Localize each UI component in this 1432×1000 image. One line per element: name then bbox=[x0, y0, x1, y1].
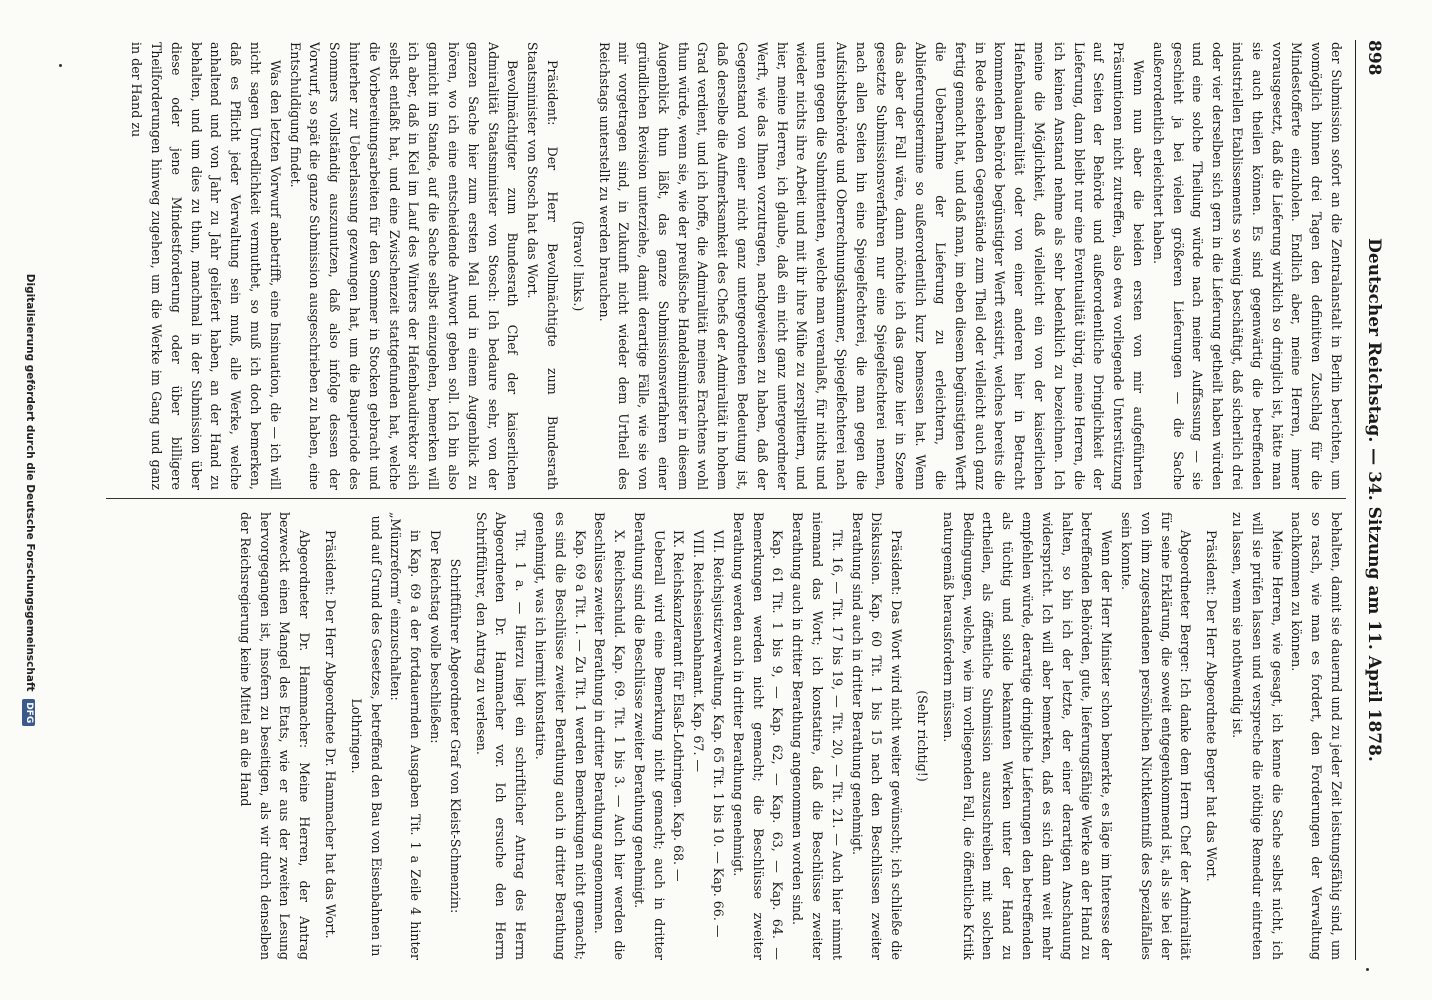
paragraph-section: VIII. Reichseisenbahnamt. Kap. 67. — bbox=[691, 530, 707, 773]
paragraph-section: IX. Reichskanzleramt für Elsaß-Lothringen. Kap. 68. — bbox=[671, 530, 687, 882]
paragraph: Tit. 1 a. — Hierzu liegt ein schriftlicher Antrag des Herrn Abgeordneten Dr. Hammacher vor. Ich ersuche den Herrn Schriftführer, den Antrag zu verlesen. bbox=[473, 512, 529, 960]
scan-speck bbox=[1366, 968, 1369, 971]
paragraph-motion: und auf Grund des Gesetzes, betreffend den Bau von Eisenbahnen in Lothringen. bbox=[348, 515, 384, 957]
paragraph: der Submission sofort an die Zentralanstalt in Berlin berichten, um womöglich binnen drei Tagen den definitiven Zuschlag für die Mindestofferte einzuholen. Endlich aber, meine Herren, immer vorausgesetzt, daß die Lieferung wirklich so dringlich ist, hätte man sie auch theilen können. Es sind gegenwärtig die betreffenden industriellen Etablissements so wenig beschäftigt, daß sicherlich drei oder vier derselben sich gern in die Lieferung getheilt haben würden und eine solche Theilung würde nach meiner Auffassung — sie geschieht ja bei vielen größeren Lieferungen — die Sache außerordentlich erleichtert haben. bbox=[1150, 42, 1344, 490]
paragraph-speaker: Präsident: Der Herr Abgeordnete Berger hat das Wort. bbox=[1204, 530, 1220, 882]
page-number: 898 bbox=[1364, 40, 1384, 76]
paragraph-interjection: (Bravo! links.) bbox=[570, 220, 586, 312]
paragraph-motion: Der Reichstag wolle beschließen: bbox=[427, 530, 443, 744]
paragraph-section: X. Reichsschuld. Kap. 69. Tit. 1 bis 3. — Auch hier werden die Beschlüsse zweiter Berathung in dritter Berathung angenommen. bbox=[592, 512, 628, 960]
paragraph: Bevollmächtigter zum Bundesrath Chef der kaiserlichen Admiralität Staatsminister von Stosch: Ich bedaure sehr, von der ganzen Sache hier zum ersten Mal und in einem Augenblick zu hören, wo ich eine entscheidende Antwort geben soll. Ich bin also garnicht im Stande, auf die Sache selbst einzugehen, bemerken will ich aber, daß in Kiel im Lauf des Winters der Hafenbaudirektor sich selbst entlaßt hat, und eine Zwischenzeit stattgefunden hat, welche die Vorbereitungsarbeiten für den Sommer in Stocken gebracht und hinterher zur Ueberlassung gezwungen hat, um die Bauperiode des Sommers vollständig auszunutzen, daß also infolge dessen der Vorwurf, so spät die ganze Submission ausgeschrieben zu haben, eine Entschuldigung findet. bbox=[287, 42, 521, 490]
paragraph: Kap. 61 Tit. 1 bis 9, — Kap. 62, — Kap. 63, — Kap. 64. — Bemerkungen werden nicht gemacht; die Beschlüsse zweiter Berathung werden auch in dritter Berathung genehmigt. bbox=[730, 512, 786, 960]
paragraph: behalten, damit sie dauernd und zu jeder Zeit leistungsfähig sind, um so rasch, wie man es fordert, den Forderungen der Verwaltung nachkommen zu können. bbox=[1289, 512, 1344, 960]
paragraph: Meine Herren, wie gesagt, ich kenne die Sache selbst nicht, ich will sie prüfen lassen und verspreche die nöthige Remedur eintreten zu lassen, wenn sie nothwendig ist. bbox=[1230, 512, 1285, 960]
running-head bbox=[1358, 40, 1384, 960]
paragraph: Wenn nun aber die beiden ersten von mir aufgeführten Präsumtionen nicht zutreffen, also etwa vorliegende Unterstützung auf Seiten der Behörde und außerordentliche Dringlichkeit der Lieferung, dann bleibt nur eine Eventualität übrig, meine Herren, die ich keinen Anstand nehme als sehr bedenklich zu bezeichnen. Ich meine die Möglichkeit, daß vielleicht ein von der kaiserlichen Hafenbauadmiralität oder von einer anderen hier in Betracht kommenden Behörde begünstigter Werft existirt, welches bereits die in Rede stehenden Gegenstände zum Theil oder vielleicht auch ganz fertig gemacht hat, und daß man, im eben diesem begünstigten Werft die Uebernahme der Lieferung zu erleichtern, die Ablieferungstermine so außerordentlich kurz bemessen hat. Wenn das aber der Fall wäre, dann möchte ich das ganze hier in Szene gesetzte Submissionsverfahren nur eine Spiegelfechterei nennen, nach allen Seiten hin eine Spiegelfechterei, die man gegen die Aufsichtsbehörde und Oberrechnungskammer, Spiegelfechterei nach unten gegen die Submittenten, welche man veranlaßt, für nichts und wieder nichts ihre Arbeit und mit ihr ihre Mühe zu zersplittern, und hier, meine Herren, ich glaube, daß ein nicht ganz untergeordneter Werft, wie das Ihnen vorzutragen, nachgewiesen zu haben, daß der Gegenstand von einer nicht ganz untergeordneten Bedeutung ist, daß derselbe die Aufmerksamkeit des Chefs der Admiralität in hohem Grad verdient, und ich hoffe, die Admiralität meines Erachtens wohl thun würde, wenn sie, wie der preußische Handelsminister in diesem Augenblick thun läßt, das ganze Submissionsverfahren einer gründlichen Revision unterziehe, damit derartige Fälle, wie sie von mir vorgetragen sind, in Zukunft nicht wieder dem Urtheil des Reichstags unterstellt zu werden brauchen. bbox=[596, 42, 1147, 490]
header-rule bbox=[1355, 40, 1356, 960]
paragraph-speaker: Abgeordneter Dr. Hammacher: Meine Herren, der Antrag bezweckt einen Mangel des Etats, wie er aus der zweiten Lesung hervorgegangen ist, insofern zu beseitigen, als wir durch denselben der Reichsregierung keine Mittel an die Hand bbox=[237, 512, 313, 960]
paragraph-speaker: Abgeordneter Berger: Ich danke dem Herrn Chef der Admiralität für seine Erklärung, die soweit entgegenkommend ist, als sie bei der von ihm zugestandenen persönlichen Nichtkenntniß des Spezialfalles sein konnte. bbox=[1119, 512, 1194, 960]
digitization-credit bbox=[18, 0, 36, 1000]
paragraph: Ueberall wird eine Bemerkung nicht gemacht; auch in dritter Berathung sind die Beschlüsse zweiter Berathung genehmigt. bbox=[631, 512, 667, 960]
paragraph-motion: in Kap. 69 a der fortdauernden Ausgaben Tit. 1 a Zeile 4 hinter „Münzreform“ einzuschalten: bbox=[388, 512, 424, 960]
paragraph: Tit. 16, — Tit. 17 bis 19, — Tit. 20, — Tit. 21. — Auch hier nimmt niemand das Wort; ich konstatire, daß die Beschlüsse zweiter Berathung auch in dritter Berathung angenommen worden sind. bbox=[790, 512, 845, 960]
text-column-left bbox=[106, 42, 1346, 490]
paragraph-speaker: Präsident: Der Herr Abgeordnete Dr. Hammacher hat das Wort. bbox=[322, 530, 338, 939]
paragraph-speaker: Präsident: Das Wort wird nicht weiter gewünscht; ich schließe die Diskussion. Kap. 60 Tit. 1 bis 15 nach den Beschlüssen zweiter Berathung sind auch in dritter Berathung genehmigt. bbox=[849, 512, 905, 960]
text-column-right bbox=[106, 512, 1346, 960]
dfg-logo: DFG bbox=[22, 699, 35, 726]
paragraph-interjection: (Sehr richtig!) bbox=[915, 690, 931, 782]
paragraph: Wenn der Herr Minister schon bemerkte, es läge im Interesse der betreffenden Behörden, gute, lieferungsfähige Werke an der Hand zu halten, so bin ich der letzte, der einer derartigen Anschauung widerspricht. Ich will aber bemerken, daß es sich dann weit mehr empfehlen würde, derartige dringliche Lieferungen den betreffenden als tüchtig und solide bekannten Werken unter der Hand zu ertheilen, als öffentliche Submission auszuschreiben mit solchen Bedingungen, welche, wie im vorliegenden Fall, die öffentliche Kritik naturgemäß herausfordern müssen. bbox=[940, 512, 1115, 960]
credit-text: Digitalisierung gefördert durch die Deutsche Forschungsgemeinschaft bbox=[24, 273, 36, 692]
header-title: Deutscher Reichstag. — 34. Sitzung am 11. April 1878. bbox=[1364, 238, 1384, 762]
column-divider bbox=[106, 498, 1346, 499]
paragraph: Kap. 69 a Tit. 1. — Zu Tit. 1 werden Bemerkungen nicht gemacht; es sind die Beschlüsse zweiter Berathung auch in dritter Berathung genehmigt, was ich hiermit konstatire. bbox=[532, 512, 588, 960]
paragraph: Was den letzten Vorwurf anbetrifft, eine Insinuation, die — ich will nicht sagen Unredlichkeit vermuthet, so muß ich doch bemerken, daß es Pflicht jeder Verwaltung sein muß, alle Werke, welche anhaltend und von Jahr zu Jahr geliefert haben, an der Hand zu behalten, und um dies zu thun, manchmal in der Submission über diese oder jene Mindestforderung oder über billigere Theilforderungen hinweg zugehen, um die Werke im Gang und ganz in der Hand zu bbox=[129, 42, 283, 490]
scan-speck bbox=[59, 64, 62, 67]
paragraph-section: VII. Reichsjustizverwaltung. Kap. 65 Tit. 1 bis 10. — Kap. 66. — bbox=[711, 530, 727, 938]
paragraph-speaker: Schriftführer Abgeordneter Graf von Kleist-Schmenzin: bbox=[447, 558, 463, 914]
paragraph-speaker: Präsident: Der Herr Bevollmächtigte zum Bundesrath Staatsminister von Stosch hat das Wort. bbox=[525, 42, 560, 490]
